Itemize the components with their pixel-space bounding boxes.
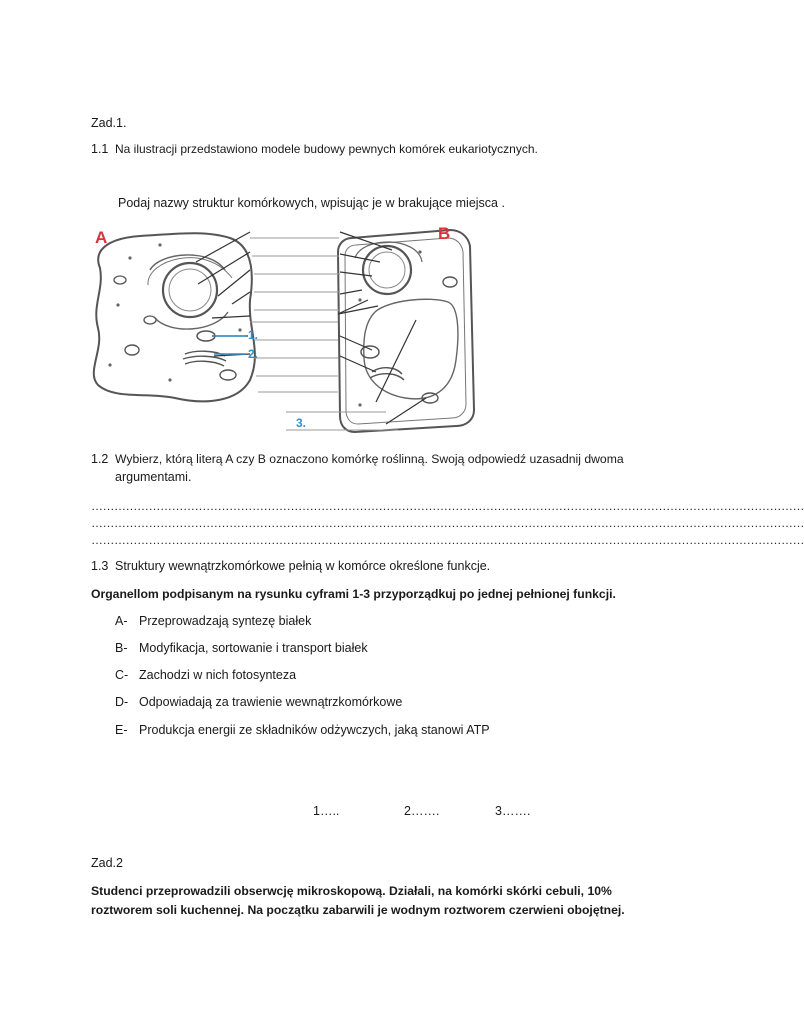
marker-1: 1. <box>248 328 259 342</box>
cell-b-wall <box>338 230 474 432</box>
option-letter: E- <box>115 723 128 737</box>
option-text: Produkcja energii ze składników odżywczych, jaką stanowi ATP <box>139 723 490 737</box>
answer-line-3[interactable]: …………………………………………………………………………………………………………………………………………………………………… <box>91 533 804 547</box>
cell-diagram <box>0 0 768 440</box>
marker-3: 3. <box>296 416 307 430</box>
cell-a-nucleus <box>163 263 217 317</box>
task2-line1: Studenci przeprowadzili obserwcję mikroskopową. Działali, na komórki skórki cebuli, 10% <box>91 884 612 898</box>
cell-b-label: B <box>438 224 451 243</box>
option-letter: A- <box>115 614 128 628</box>
option-letter: D- <box>115 695 129 709</box>
answer-line-2[interactable]: …………………………………………………………………………………………………………………………………………………………………… <box>91 516 804 530</box>
cell-b-nucleus <box>363 246 411 294</box>
q1-3-text: Struktury wewnątrzkomórkowe pełnią w komórce określone funkcje. <box>115 559 491 573</box>
marker-2: 2. <box>248 347 259 361</box>
option-text: Przeprowadzają syntezę białek <box>139 614 312 628</box>
q1-2-number: 1.2 <box>91 452 109 466</box>
cell-a-label: A <box>95 228 108 247</box>
option-text: Modyfikacja, sortowanie i transport białek <box>139 641 368 655</box>
option-text: Odpowiadają za trawienie wewnątrzkomórkowe <box>139 695 403 709</box>
q1-3-instruction: Organellom podpisanym na rysunku cyframi 1-3 przyporządkuj po jednej pełnionej funkcji. <box>91 587 616 601</box>
answer-1[interactable]: 1….. <box>313 804 340 818</box>
leader-lines-b <box>338 232 426 424</box>
q1-1-text: Na ilustracji przedstawiono modele budowy pewnych komórek eukariotycznych. <box>115 142 538 156</box>
q1-3-number: 1.3 <box>91 559 109 573</box>
option-letter: B- <box>115 641 128 655</box>
option-text: Zachodzi w nich fotosynteza <box>139 668 297 682</box>
task2-heading: Zad.2 <box>91 856 123 870</box>
cell-diagram-svg <box>0 0 768 440</box>
task2-line2: roztworem soli kuchennej. Na początku zabarwili je wodnym roztworem czerwieni obojętnej. <box>91 903 625 917</box>
answer-2[interactable]: 2……. <box>404 804 440 818</box>
q1-2-line1: Wybierz, którą literą A czy B oznaczono komórkę roślinną. Swoją odpowiedź uzasadnij dwoma <box>115 452 624 466</box>
q1-2-line2: argumentami. <box>115 470 192 484</box>
answer-line-1[interactable]: …………………………………………………………………………………………………………………………………………………………………… <box>91 499 804 513</box>
q1-1-number: 1.1 <box>91 142 109 156</box>
leader-lines-a <box>196 232 250 356</box>
task1-heading: Zad.1. <box>91 116 127 130</box>
option-letter: C- <box>115 668 129 682</box>
figure-instruction: Podaj nazwy struktur komórkowych, wpisując je w brakujące miejsca . <box>118 196 505 210</box>
answer-3[interactable]: 3……. <box>495 804 531 818</box>
